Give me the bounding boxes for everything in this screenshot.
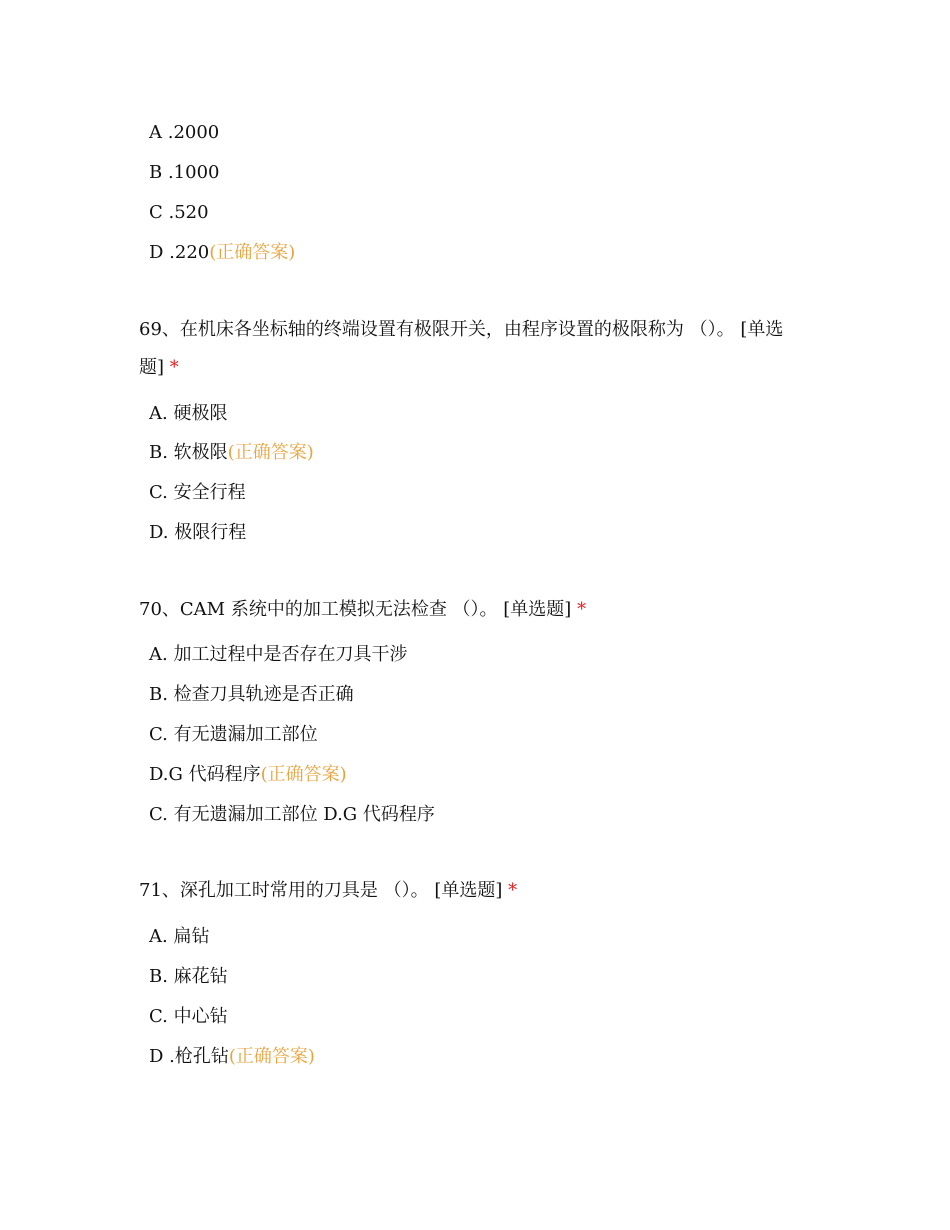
q69-option-d: D. 极限行程 bbox=[149, 522, 247, 543]
q69-question-line2: 题] * bbox=[139, 357, 179, 378]
required-mark: * bbox=[577, 599, 587, 620]
q69-question-line1: 69、在机床各坐标轴的终端设置有极限开关，由程序设置的极限称为 （）。 [单选 bbox=[139, 319, 784, 340]
q70-option-a: A. 加工过程中是否存在刀具干涉 bbox=[149, 644, 408, 665]
q71-option-b: B. 麻花钻 bbox=[149, 966, 228, 987]
q69-option-c: C. 安全行程 bbox=[149, 482, 246, 503]
q68-option-a: A .2000 bbox=[149, 122, 220, 143]
q69-option-a: A. 硬极限 bbox=[149, 403, 228, 424]
q71-option-a: A. 扁钻 bbox=[149, 926, 210, 947]
q70-option-extra: C. 有无遗漏加工部位 D.G 代码程序 bbox=[149, 804, 435, 825]
q71-option-d: D .枪孔钻(正确答案) bbox=[149, 1046, 315, 1067]
q68-option-c: C .520 bbox=[149, 202, 209, 223]
q69-option-b: B. 软极限(正确答案) bbox=[149, 442, 314, 463]
correct-answer-mark: (正确答案) bbox=[228, 1046, 315, 1067]
required-mark: * bbox=[508, 880, 518, 901]
q70-option-c: C. 有无遗漏加工部位 bbox=[149, 724, 318, 745]
q70-question: 70、CAM 系统中的加工模拟无法检查 （）。 [单选题] * bbox=[139, 599, 587, 620]
q68-option-d: D .220(正确答案) bbox=[149, 242, 296, 263]
correct-answer-mark: (正确答案) bbox=[209, 242, 296, 263]
correct-answer-mark: (正确答案) bbox=[260, 764, 347, 785]
q71-question: 71、深孔加工时常用的刀具是 （）。 [单选题] * bbox=[139, 880, 518, 901]
q68-option-b: B .1000 bbox=[149, 162, 220, 183]
correct-answer-mark: (正确答案) bbox=[227, 442, 314, 463]
required-mark: * bbox=[169, 357, 179, 378]
q70-option-d: D.G 代码程序(正确答案) bbox=[149, 764, 347, 785]
q70-option-b: B. 检查刀具轨迹是否正确 bbox=[149, 684, 354, 705]
q71-option-c: C. 中心钻 bbox=[149, 1006, 228, 1027]
